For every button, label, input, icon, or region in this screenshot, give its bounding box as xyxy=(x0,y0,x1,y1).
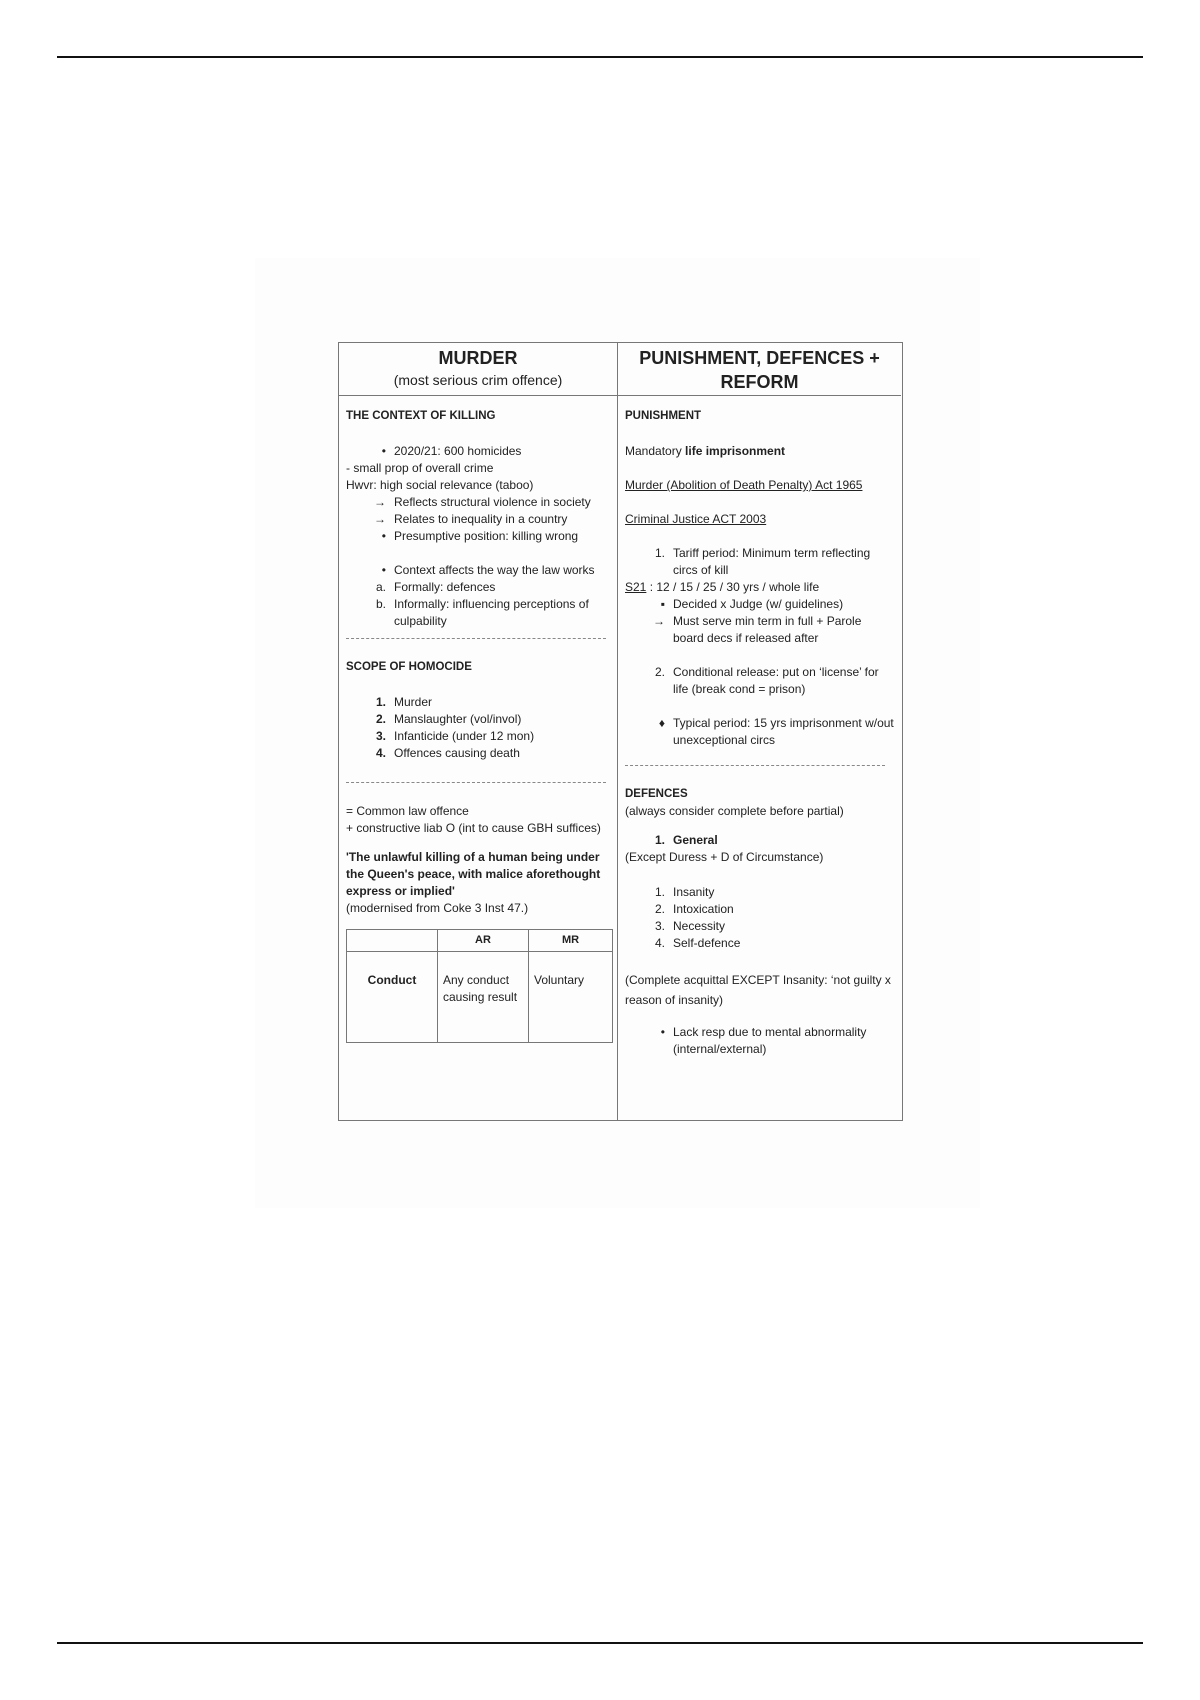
list-item: 2. Manslaughter (vol/invol) xyxy=(375,712,522,726)
list-item: → Must serve min term in full + Parole board decs if released after xyxy=(625,613,895,647)
acquittal-text: (Complete acquittal EXCEPT Insanity: ‘not guilty x reason of insanity) xyxy=(625,973,891,1007)
list-item: 1. General xyxy=(654,833,718,847)
list-item: 2. Conditional release: put on ‘license’ for life (break cond = prison) xyxy=(654,665,879,696)
bottom-rule xyxy=(57,1642,1143,1644)
list-item: b. Informally: influencing perceptions of culpability xyxy=(375,597,589,628)
cja-2003: Criminal Justice ACT 2003 xyxy=(625,512,767,526)
notes-document xyxy=(338,342,903,1121)
mandatory-text: Mandatory life imprisonment xyxy=(625,444,786,458)
table-cell: Voluntary xyxy=(529,952,613,1043)
list-item: 4. Offences causing death xyxy=(375,746,520,760)
list-item: 3. Necessity xyxy=(654,919,726,933)
punishment-title-line2: REFORM xyxy=(720,372,799,392)
s21-text: S21 : 12 / 15 / 25 / 30 yrs / whole life xyxy=(625,580,820,594)
list-item: • Lack resp due to mental abnormality (internal/external) xyxy=(625,1024,895,1058)
arrow-icon: → xyxy=(653,614,665,628)
list-item: → Relates to inequality in a country xyxy=(346,511,611,528)
list-item: 1. Murder xyxy=(375,695,433,709)
small-prop-text: - small prop of overall crime xyxy=(346,461,494,475)
list-item: • 2020/21: 600 homicides xyxy=(346,443,611,460)
bullet-icon: • xyxy=(381,444,386,458)
left-column xyxy=(339,396,618,1120)
punishment-header xyxy=(618,343,901,396)
table-cell: Conduct xyxy=(347,952,438,1043)
list-item: • Presumptive position: killing wrong xyxy=(346,528,611,545)
right-column xyxy=(618,396,901,1120)
list-item: 1. Insanity xyxy=(654,885,715,899)
except-text: (Except Duress + D of Circumstance) xyxy=(625,850,824,864)
bullet-icon: ▪ xyxy=(660,597,665,611)
divider xyxy=(346,782,606,783)
act-1965: Murder (Abolition of Death Penalty) Act 1965 xyxy=(625,478,863,492)
bullet-icon: • xyxy=(381,563,386,577)
definition-source: (modernised from Coke 3 Inst 47.) xyxy=(346,901,529,915)
context-heading: THE CONTEXT OF KILLING xyxy=(346,410,496,422)
table-header xyxy=(347,930,438,952)
murder-header xyxy=(339,343,618,396)
list-item: ▪ Decided x Judge (w/ guidelines) xyxy=(625,596,895,613)
list-item: a. Formally: defences xyxy=(375,580,496,594)
arrow-icon: → xyxy=(374,512,386,526)
list-item: → Reflects structural violence in society xyxy=(346,494,611,511)
murder-definition: 'The unlawful killing of a human being under the Queen's peace, with malice aforethought express or implied' xyxy=(346,850,601,898)
list-item: • Context affects the way the law works xyxy=(346,562,611,579)
list-item: 3. Infanticide (under 12 mon) xyxy=(375,729,535,743)
arrow-icon: → xyxy=(374,495,386,509)
common-law-text: = Common law offence xyxy=(346,804,469,818)
list-item: 1. Tariff period: Minimum term reflecting circs of kill xyxy=(654,546,871,577)
top-rule xyxy=(57,56,1143,58)
table-header: MR xyxy=(529,930,613,952)
constructive-text: + constructive liab O (int to cause GBH suffices) xyxy=(346,821,601,835)
diamond-bullet-icon: ♦ xyxy=(658,716,665,730)
hwvr-text: Hwvr: high social relevance (taboo) xyxy=(346,478,534,492)
list-item: 4. Self-defence xyxy=(654,936,741,950)
list-item: 2. Intoxication xyxy=(654,902,734,916)
punishment-heading: PUNISHMENT xyxy=(625,410,702,422)
table-header: AR xyxy=(438,930,529,952)
bullet-icon: • xyxy=(381,529,386,543)
list-item: ♦ Typical period: 15 yrs imprisonment w/out unexceptional circs xyxy=(625,715,895,749)
scope-heading: SCOPE OF HOMOCIDE xyxy=(346,661,472,673)
divider xyxy=(625,765,885,766)
defences-heading: DEFENCES xyxy=(625,788,688,800)
ar-mr-table xyxy=(346,929,613,1043)
defences-note: (always consider complete before partial) xyxy=(625,804,844,818)
table-cell: Any conduct causing result xyxy=(438,952,529,1043)
table-row xyxy=(347,952,613,1043)
punishment-title-line1: PUNISHMENT, DEFENCES + xyxy=(639,348,880,368)
divider xyxy=(346,638,606,639)
murder-title: MURDER xyxy=(438,348,518,368)
bullet-icon: • xyxy=(660,1025,665,1039)
murder-subtitle: (most serious crim offence) xyxy=(393,372,563,388)
